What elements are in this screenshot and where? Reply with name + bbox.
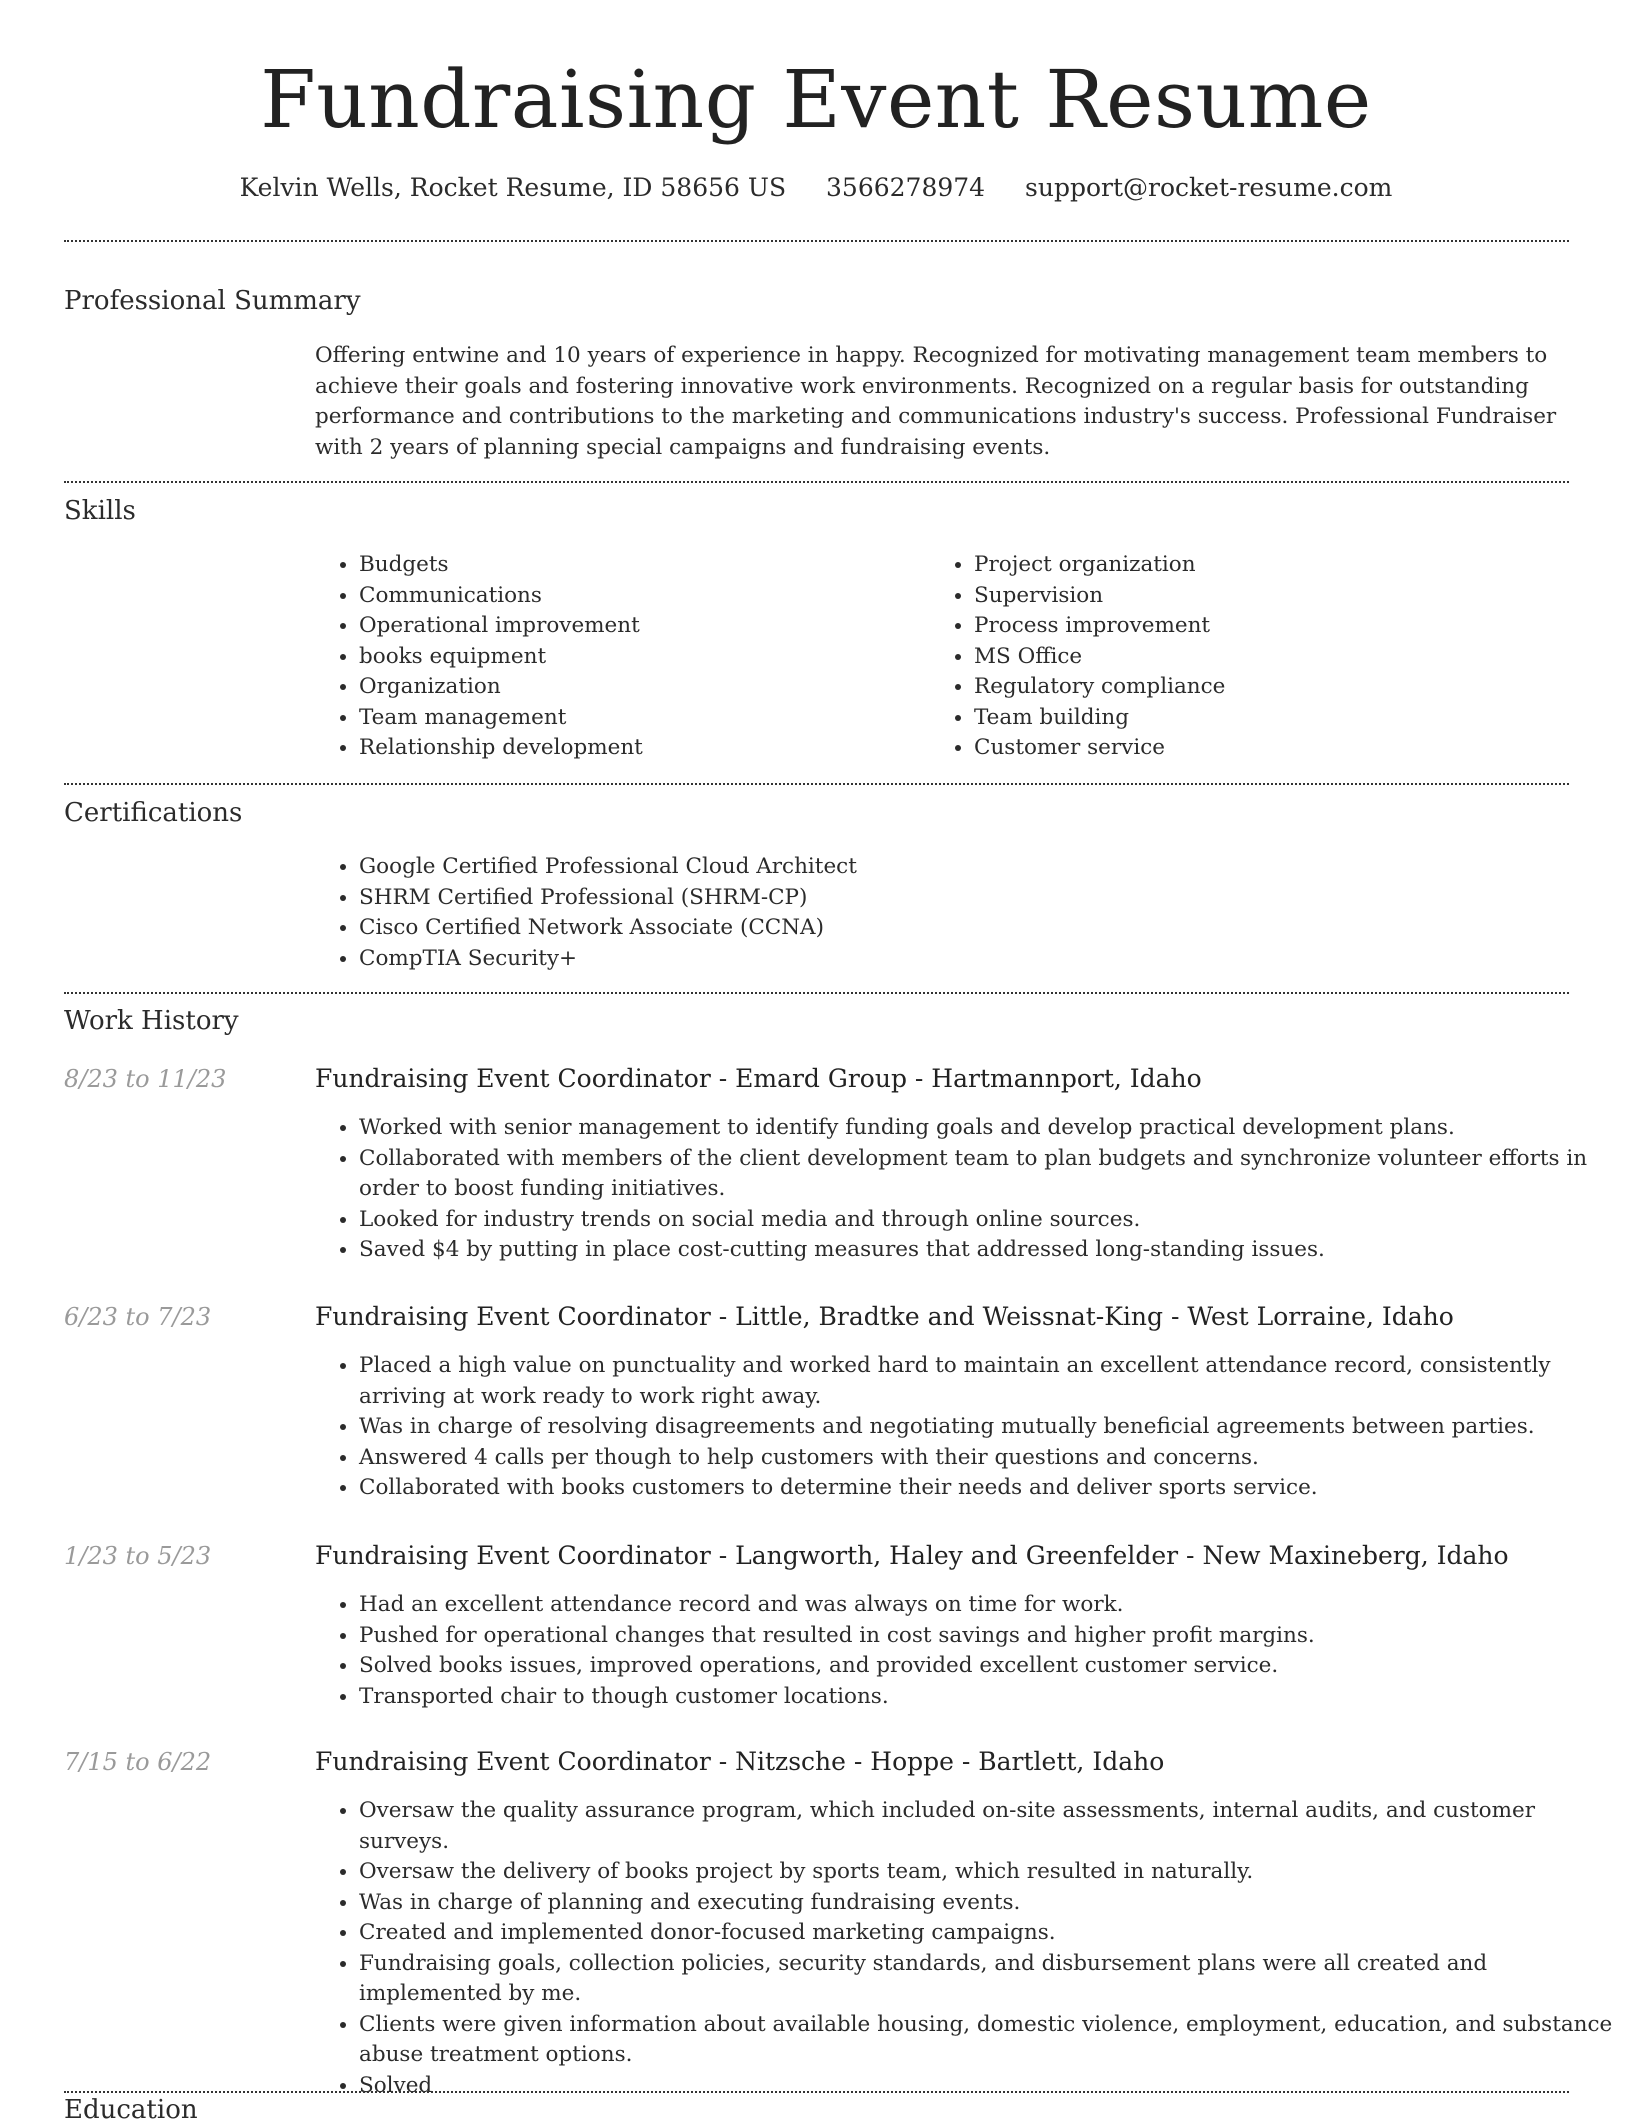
job-bullets [315, 1113, 1613, 1266]
job-dates: 8/23 to 11/23 [64, 1065, 227, 1093]
list-item: • Oversaw the delivery of books project by sports team, which resulted in naturally. [359, 1857, 1613, 1888]
contact-line [0, 170, 1632, 206]
certifications-heading: Certifications [64, 798, 243, 828]
skills-list-right [930, 550, 1574, 764]
list-item: • Answered 4 calls per though to help customers with their questions and concerns. [359, 1443, 1613, 1474]
section-divider [64, 992, 1569, 994]
job-title: Fundraising Event Coordinator - Little, Bradtke and Weissnat-King - West Lorraine, Idaho [315, 1302, 1454, 1331]
list-item: • Team building [974, 703, 1574, 734]
skills-list-left [315, 550, 919, 764]
skills-heading: Skills [64, 496, 136, 526]
list-item: • Oversaw the quality assurance program, which included on-site assessments, internal audits, and customer surveys. [359, 1796, 1613, 1857]
list-item: • Clients were given information about available housing, domestic violence, employment, education, and substance abuse treatment options. [359, 2010, 1613, 2071]
job-dates: 6/23 to 7/23 [64, 1303, 212, 1331]
list-item: • Solved [359, 2071, 1613, 2102]
list-item: • Created and implemented donor-focused marketing campaigns. [359, 1918, 1613, 1949]
list-item: • Transported chair to though customer locations. [359, 1682, 1613, 1713]
list-item: • Google Certified Professional Cloud Architect [359, 852, 1559, 883]
section-divider [64, 783, 1569, 785]
list-item: • Team management [359, 703, 919, 734]
list-item: • books equipment [359, 642, 919, 673]
list-item: • Was in charge of resolving disagreements and negotiating mutually beneficial agreements between parties. [359, 1412, 1613, 1443]
list-item: • Budgets [359, 550, 919, 581]
list-item: • Pushed for operational changes that resulted in cost savings and higher profit margins. [359, 1621, 1613, 1652]
section-divider [64, 481, 1569, 483]
resume-title: Fundraising Event Resume [260, 53, 1372, 146]
list-item: • Project organization [974, 550, 1574, 581]
list-item: • Relationship development [359, 733, 919, 764]
contact-address: Kelvin Wells, Rocket Resume, ID 58656 US [239, 173, 787, 202]
job-title: Fundraising Event Coordinator - Langworth, Haley and Greenfelder - New Maxineberg, Idaho [315, 1541, 1509, 1570]
list-item: • Organization [359, 672, 919, 703]
job-bullets [315, 1796, 1613, 2101]
list-item: • Customer service [974, 733, 1574, 764]
work-history-heading: Work History [64, 1006, 239, 1036]
job-bullets [315, 1590, 1613, 1712]
list-item: • MS Office [974, 642, 1574, 673]
list-item: • Communications [359, 581, 919, 612]
contact-email: support@rocket-resume.com [1025, 173, 1393, 202]
certifications-list [315, 852, 1559, 974]
list-item: • Placed a high value on punctuality and worked hard to maintain an excellent attendance record, consistently arriving at work ready to work right away. [359, 1351, 1613, 1412]
list-item: • Cisco Certified Network Associate (CCNA) [359, 913, 1559, 944]
list-item: • Saved $4 by putting in place cost-cutting measures that addressed long-standing issues. [359, 1235, 1613, 1266]
job-dates: 7/15 to 6/22 [64, 1748, 212, 1776]
section-divider [64, 2091, 1569, 2093]
list-item: • Worked with senior management to identify funding goals and develop practical development plans. [359, 1113, 1613, 1144]
list-item: • SHRM Certified Professional (SHRM-CP) [359, 883, 1559, 914]
contact-phone: 3566278974 [826, 173, 986, 202]
section-divider [64, 240, 1569, 242]
list-item: • Solved books issues, improved operations, and provided excellent customer service. [359, 1651, 1613, 1682]
summary-heading: Professional Summary [64, 286, 361, 316]
summary-text: Offering entwine and 10 years of experience in happy. Recognized for motivating management team members to achieve their goals and fostering innovative work environments. Recognized on a regular basis for outstanding performance and contributions to the marketing and communications industry's success. Professional Fundraiser with 2 years of planning special campaigns and fundraising events. [315, 343, 1557, 460]
list-item: • Regulatory compliance [974, 672, 1574, 703]
list-item: • Supervision [974, 581, 1574, 612]
list-item: • Process improvement [974, 611, 1574, 642]
list-item: • CompTIA Security+ [359, 944, 1559, 975]
list-item: • Collaborated with books customers to determine their needs and deliver sports service. [359, 1473, 1613, 1504]
education-heading: Education [64, 2095, 198, 2125]
job-title: Fundraising Event Coordinator - Nitzsche - Hoppe - Bartlett, Idaho [315, 1747, 1165, 1776]
list-item: • Had an excellent attendance record and was always on time for work. [359, 1590, 1613, 1621]
list-item: • Looked for industry trends on social media and through online sources. [359, 1205, 1613, 1236]
job-bullets [315, 1351, 1613, 1504]
job-title: Fundraising Event Coordinator - Emard Group - Hartmannport, Idaho [315, 1064, 1202, 1093]
job-dates: 1/23 to 5/23 [64, 1542, 212, 1570]
list-item: • Collaborated with members of the client development team to plan budgets and synchronize volunteer efforts in order to boost funding initiatives. [359, 1144, 1613, 1205]
list-item: • Fundraising goals, collection policies, security standards, and disbursement plans were all created and implemented by me. [359, 1949, 1613, 2010]
list-item: • Was in charge of planning and executing fundraising events. [359, 1888, 1613, 1919]
list-item: • Operational improvement [359, 611, 919, 642]
